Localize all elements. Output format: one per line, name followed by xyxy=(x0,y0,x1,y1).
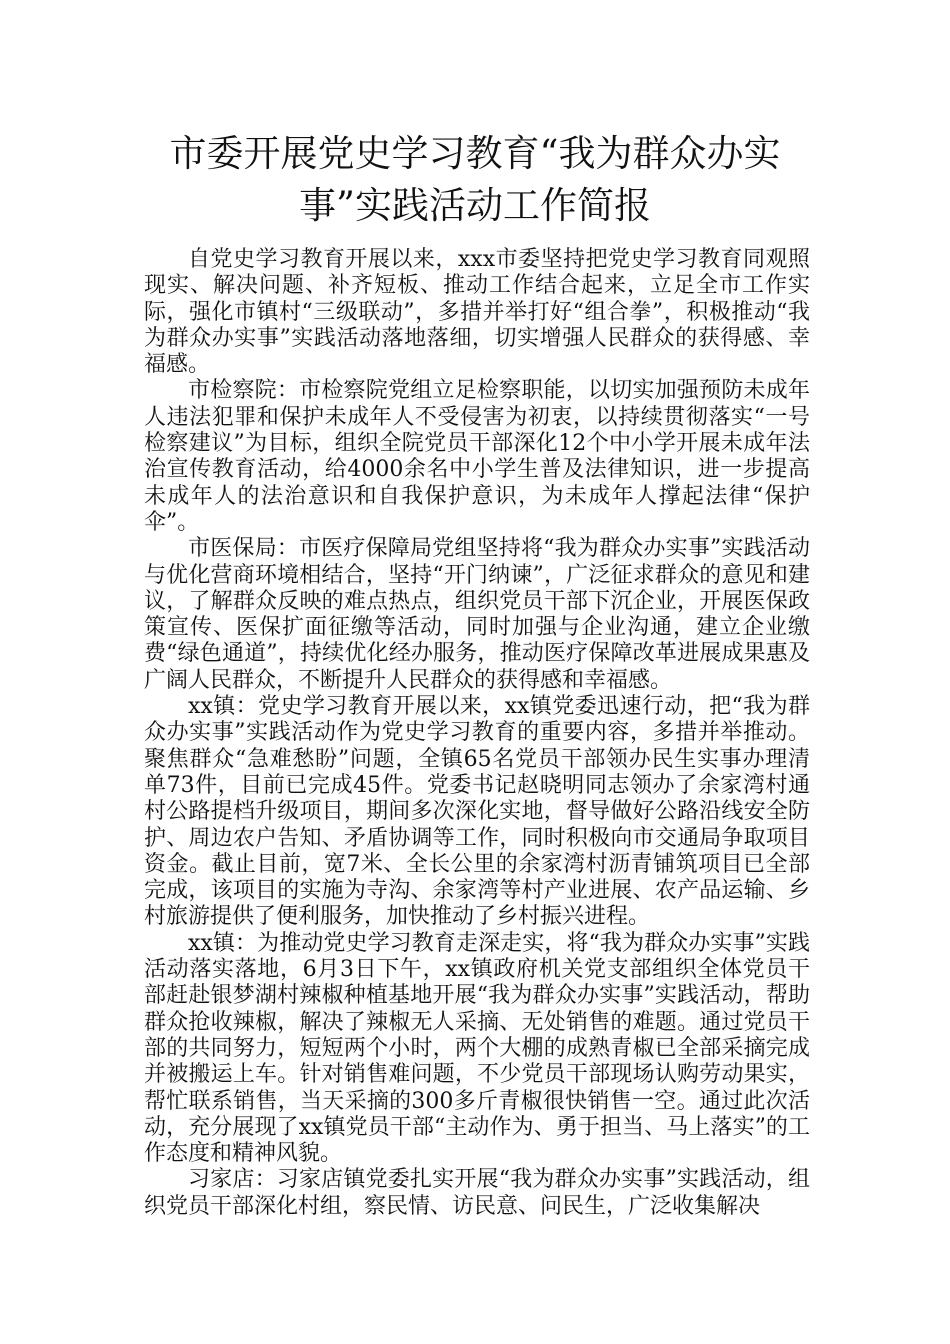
paragraph-intro: 自党史学习教育开展以来，xxx市委坚持把党史学习教育同观照现实、解决问题、补齐短板、推动工作结合起来，立足全市工作实际，强化市镇村“三级联动”，多措并举打好“组合拳”，积极推动“我为群众办实事”实践活动落地落细，切实增强人民群众的获得感、幸福感。 xyxy=(144,247,810,378)
paragraph-xijiadian: 习家店：习家店镇党委扎实开展“我为群众办实事”实践活动，组织党员干部深化村组，察民情、访民意、问民生，广泛收集解决 xyxy=(144,1167,810,1219)
paragraph-procuratorate: 市检察院：市检察院党组立足检察职能，以切实加强预防未成年人违法犯罪和保护未成年人不受侵害为初衷，以持续贯彻落实“一号检察建议”为目标，组织全院党员干部深化12个中小学开展未成年法治宣传教育活动，给4000余名中小学生普及法律知识，进一步提高未成年人的法治意识和自我保护意识，为未成年人撑起法律“保护伞”。 xyxy=(144,378,810,535)
paragraph-medical-insurance: 市医保局：市医疗保障局党组坚持将“我为群众办实事”实践活动与优化营商环境相结合，坚持“开门纳谏”，广泛征求群众的意见和建议，了解群众反映的难点热点，组织党员干部下沉企业，开展医保政策宣传、医保扩面征缴等活动，同时加强与企业沟通，建立企业缴费“绿色通道”，持续优化经办服务，推动医疗保障改革进展成果惠及广阔人民群众，不断提升人民群众的获得感和幸福感。 xyxy=(144,536,810,693)
document-title xyxy=(140,128,810,232)
paragraph-town-2: xx镇：为推动党史学习教育走深走实，将“我为群众办实事”实践活动落实落地，6月3日下午，xx镇政府机关党支部组织全体党员干部赶赴银梦湖村辣椒种植基地开展“我为群众办实事”实践活动，帮助群众抢收辣椒，解决了辣椒无人采摘、无处销售的难题。通过党员干部的共同努力，短短两个小时，两个大棚的成熟青椒已全部采摘完成并被搬运上车。针对销售难问题，不少党员干部现场认购劳动果实，帮忙联系销售，当天采摘的300多斤青椒很快销售一空。通过此次活动，充分展现了xx镇党员干部“主动作为、勇于担当、马上落实”的工作态度和精神风貌。 xyxy=(144,930,810,1167)
paragraph-town-1: xx镇：党史学习教育开展以来，xx镇党委迅速行动，把“我为群众办实事”实践活动作为党史学习教育的重要内容，多措并举推动。聚焦群众“急难愁盼”问题，全镇65名党员干部领办民生实事办理清单73件，目前已完成45件。党委书记赵晓明同志领办了余家湾村通村公路提档升级项目，期间多次深化实地，督导做好公路沿线安全防护、周边农户告知、矛盾协调等工作，同时积极向市交通局争取项目资金。截止目前，宽7米、全长公里的余家湾村沥青铺筑项目已全部完成，该项目的实施为寺沟、余家湾等村产业进展、农产品运输、乡村旅游提供了便利服务，加快推动了乡村振兴进程。 xyxy=(144,694,810,930)
title-line-1: 市委开展党史学习教育“我为群众办实 xyxy=(169,132,781,175)
title-line-2: 事”实践活动工作简报 xyxy=(299,184,651,227)
document-body xyxy=(144,247,810,1322)
